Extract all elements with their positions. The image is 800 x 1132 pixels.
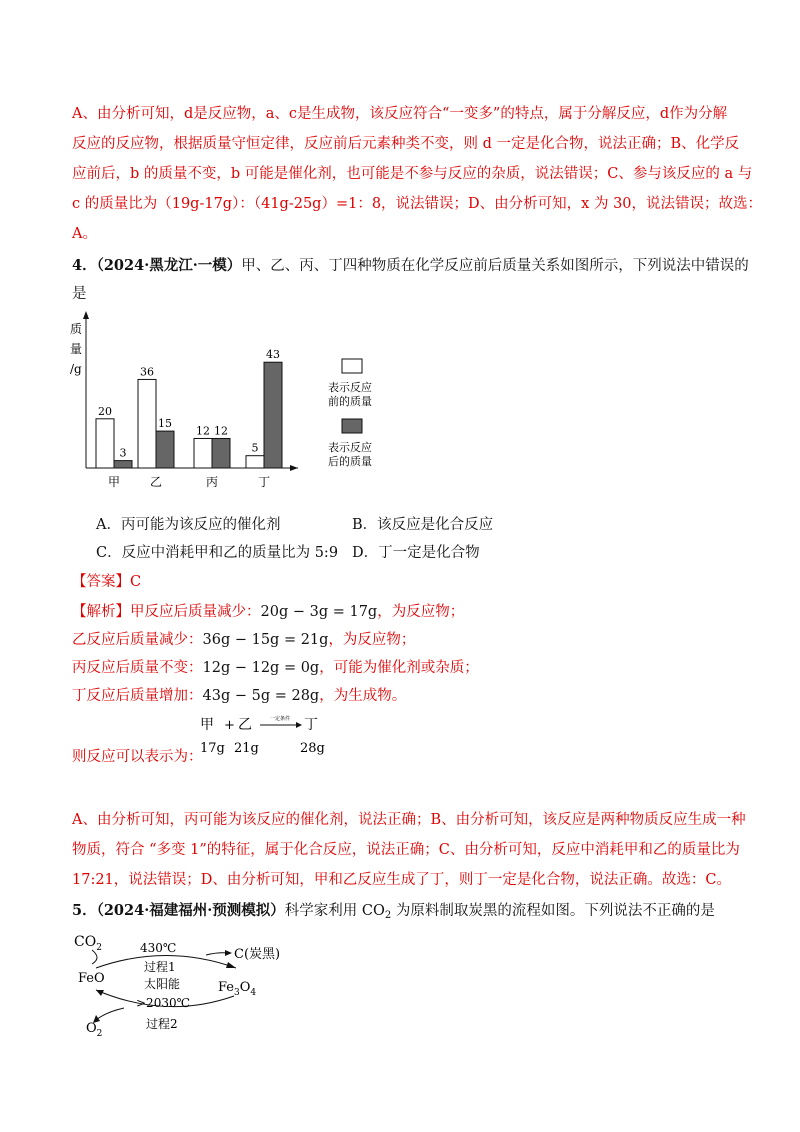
q4-source: （2024·黑龙江·一模） (96, 257, 242, 274)
q5-stem-sub: 2 (384, 910, 392, 921)
bar-value-label: 3 (119, 446, 127, 460)
q4-option-d: D．丁一定是化合物 (352, 545, 480, 561)
analysis-text: 丁反应后质量增加： (72, 688, 203, 704)
x-tick-label: 甲 (107, 475, 121, 489)
plus-sign: + (224, 718, 235, 733)
q5-stem-pre: 科学家利用 CO (284, 903, 385, 919)
mass-3: 28g (300, 741, 325, 756)
prev-answer-line: 应前后，b 的质量不变，b 可能是催化剂，也可能是不参与反应的杂质，说法错误；C、参与该反应的 a 与 (72, 166, 753, 182)
o2-label: $O_2$ (86, 1021, 103, 1036)
q4-number: 4． (72, 257, 97, 274)
carbon-black-flow-diagram (66, 928, 306, 1036)
analysis-text: ，为生成物。 (319, 688, 407, 704)
analysis-line-4 (72, 686, 406, 706)
bar (212, 438, 230, 468)
bar-value-label: 20 (98, 404, 112, 418)
x-tick-label: 丙 (205, 475, 219, 489)
prev-answer-line: A、由分析可知，d是反应物，a、c是生成物，该反应符合“一变多”的特点，属于分解反应，d作为分解 (72, 106, 728, 122)
q5-number: 5． (72, 902, 97, 919)
bar (114, 461, 132, 468)
analysis-text: ，可能为催化剂或杂质； (319, 660, 479, 676)
analysis-text: 乙反应后质量减少： (72, 632, 203, 648)
bar-value-label: 5 (251, 441, 259, 455)
bar (246, 456, 264, 468)
mass-1: 17g (200, 741, 225, 756)
reaction-condition: 一定条件 (269, 716, 291, 722)
legend-label: 后的质量 (328, 455, 372, 468)
explain-line: 物质，符合 “多变 1”的特征，属于化合反应，说法正确；C、由分析可知，反应中消耗甲和乙的质量比为 (72, 842, 740, 858)
explain-line: A、由分析可知，丙可能为该反应的催化剂，说法正确；B、由分析可知，该反应是两种物质反应生成一种 (72, 812, 746, 828)
x-tick-label: 乙 (149, 475, 163, 489)
bar-value-label: 12 (196, 424, 210, 438)
temp2-label: >2030℃ (136, 996, 191, 1010)
reactant-1: 甲 (200, 717, 214, 733)
analysis-line-3 (72, 658, 479, 678)
bar (194, 438, 212, 468)
process1-label: 过程1 (144, 960, 176, 974)
legend-label: 表示反应 (328, 381, 372, 394)
q5-source: （2024·福建福州·预测模拟） (96, 902, 285, 919)
x-tick-label: 丁 (257, 475, 271, 489)
reaction-intro: 则反应可以表示为： (72, 749, 203, 765)
bar-value-label: 43 (266, 348, 280, 362)
prev-answer-line: 反应的反应物，根据质量守恒定律，反应前后元素种类不变，则 d 一定是化合物，说法正确；B、化学反 (72, 136, 740, 152)
legend-swatch (342, 359, 362, 373)
analysis-equation: 36g − 15g = 21g (202, 632, 329, 648)
bar (156, 431, 174, 468)
bar-value-label: 15 (158, 417, 172, 431)
bar-value-label: 12 (214, 424, 228, 438)
co2-label: $CO_2$ (74, 934, 102, 953)
feo-label: FeO (78, 971, 105, 986)
legend-swatch (342, 419, 362, 433)
q4-stem-text: 甲、乙、丙、丁四种物质在化学反应前后质量关系如图所示，下列说法中错误的 (241, 258, 749, 274)
o2-branch (96, 1008, 124, 1020)
bar (138, 379, 156, 468)
q4-answer (72, 572, 141, 592)
analysis-text: ，为反应物； (377, 604, 465, 620)
q4-option-b: B．该反应是化合反应 (352, 517, 494, 533)
prev-answer-line: c 的质量比为（19g-17g）：（41g-25g）=1：8，说法错误；D、由分析可知，x 为 30，说法错误；故选： (72, 196, 763, 212)
mass-bar-chart (60, 305, 400, 495)
answer-tag: 【答案】 (72, 574, 130, 590)
analysis-line-2 (72, 630, 415, 650)
explain-line: 17:21，说法错误；D、由分析可知，甲和乙反应生成了丁，则丁一定是化合物，说法正确。故选：C。 (72, 872, 732, 888)
bar-value-label: 36 (140, 365, 154, 379)
carbon-label: C(炭黑) (234, 947, 281, 962)
q4-option-a: A．丙可能为该反应的催化剂 (96, 517, 281, 533)
fe3o4-label: $Fe_3O_4$ (218, 980, 257, 998)
analysis-line-1 (72, 602, 464, 622)
arrow-head (226, 962, 236, 968)
y-axis-label: /g (70, 362, 82, 376)
q4-option-c: C．反应中消耗甲和乙的质量比为 5:9 (96, 545, 339, 561)
q5-stem (72, 901, 715, 926)
temp1-label: 430℃ (140, 941, 177, 955)
analysis-equation: 43g − 5g = 28g (202, 688, 320, 704)
prev-answer-line: A。 (72, 226, 97, 242)
carbon-branch (206, 953, 228, 955)
reactant-2: 乙 (238, 717, 252, 733)
process2-label: 过程2 (146, 1017, 178, 1031)
reaction-equation (196, 712, 346, 758)
arrow-head (225, 950, 232, 956)
bar (96, 419, 114, 468)
y-axis-label: 质 (70, 322, 83, 336)
legend-label: 前的质量 (328, 395, 372, 408)
mass-2: 21g (234, 741, 259, 756)
bar (264, 362, 282, 468)
analysis-tag: 【解析】 (72, 604, 130, 620)
legend-label: 表示反应 (328, 441, 372, 454)
arrow-head (296, 722, 302, 728)
analysis-text: 甲反应后质量减少： (130, 604, 261, 620)
answer-value: C (130, 574, 142, 590)
x-axis-arrow (290, 465, 298, 471)
analysis-equation: 20g − 3g = 17g (260, 604, 378, 620)
analysis-equation: 12g − 12g = 0g (202, 660, 320, 676)
solar-label: 太阳能 (144, 977, 181, 991)
analysis-text: ，为反应物； (328, 632, 416, 648)
q4-stem (72, 256, 749, 276)
y-axis-arrow (83, 311, 89, 319)
analysis-text: 丙反应后质量不变： (72, 660, 203, 676)
y-axis-label: 量 (70, 342, 83, 356)
q5-stem-post: 为原料制取炭黑的流程如图。下列说法不正确的是 (391, 903, 715, 919)
q4-stem-line2: 是 (72, 286, 87, 302)
product-1: 丁 (304, 717, 318, 733)
